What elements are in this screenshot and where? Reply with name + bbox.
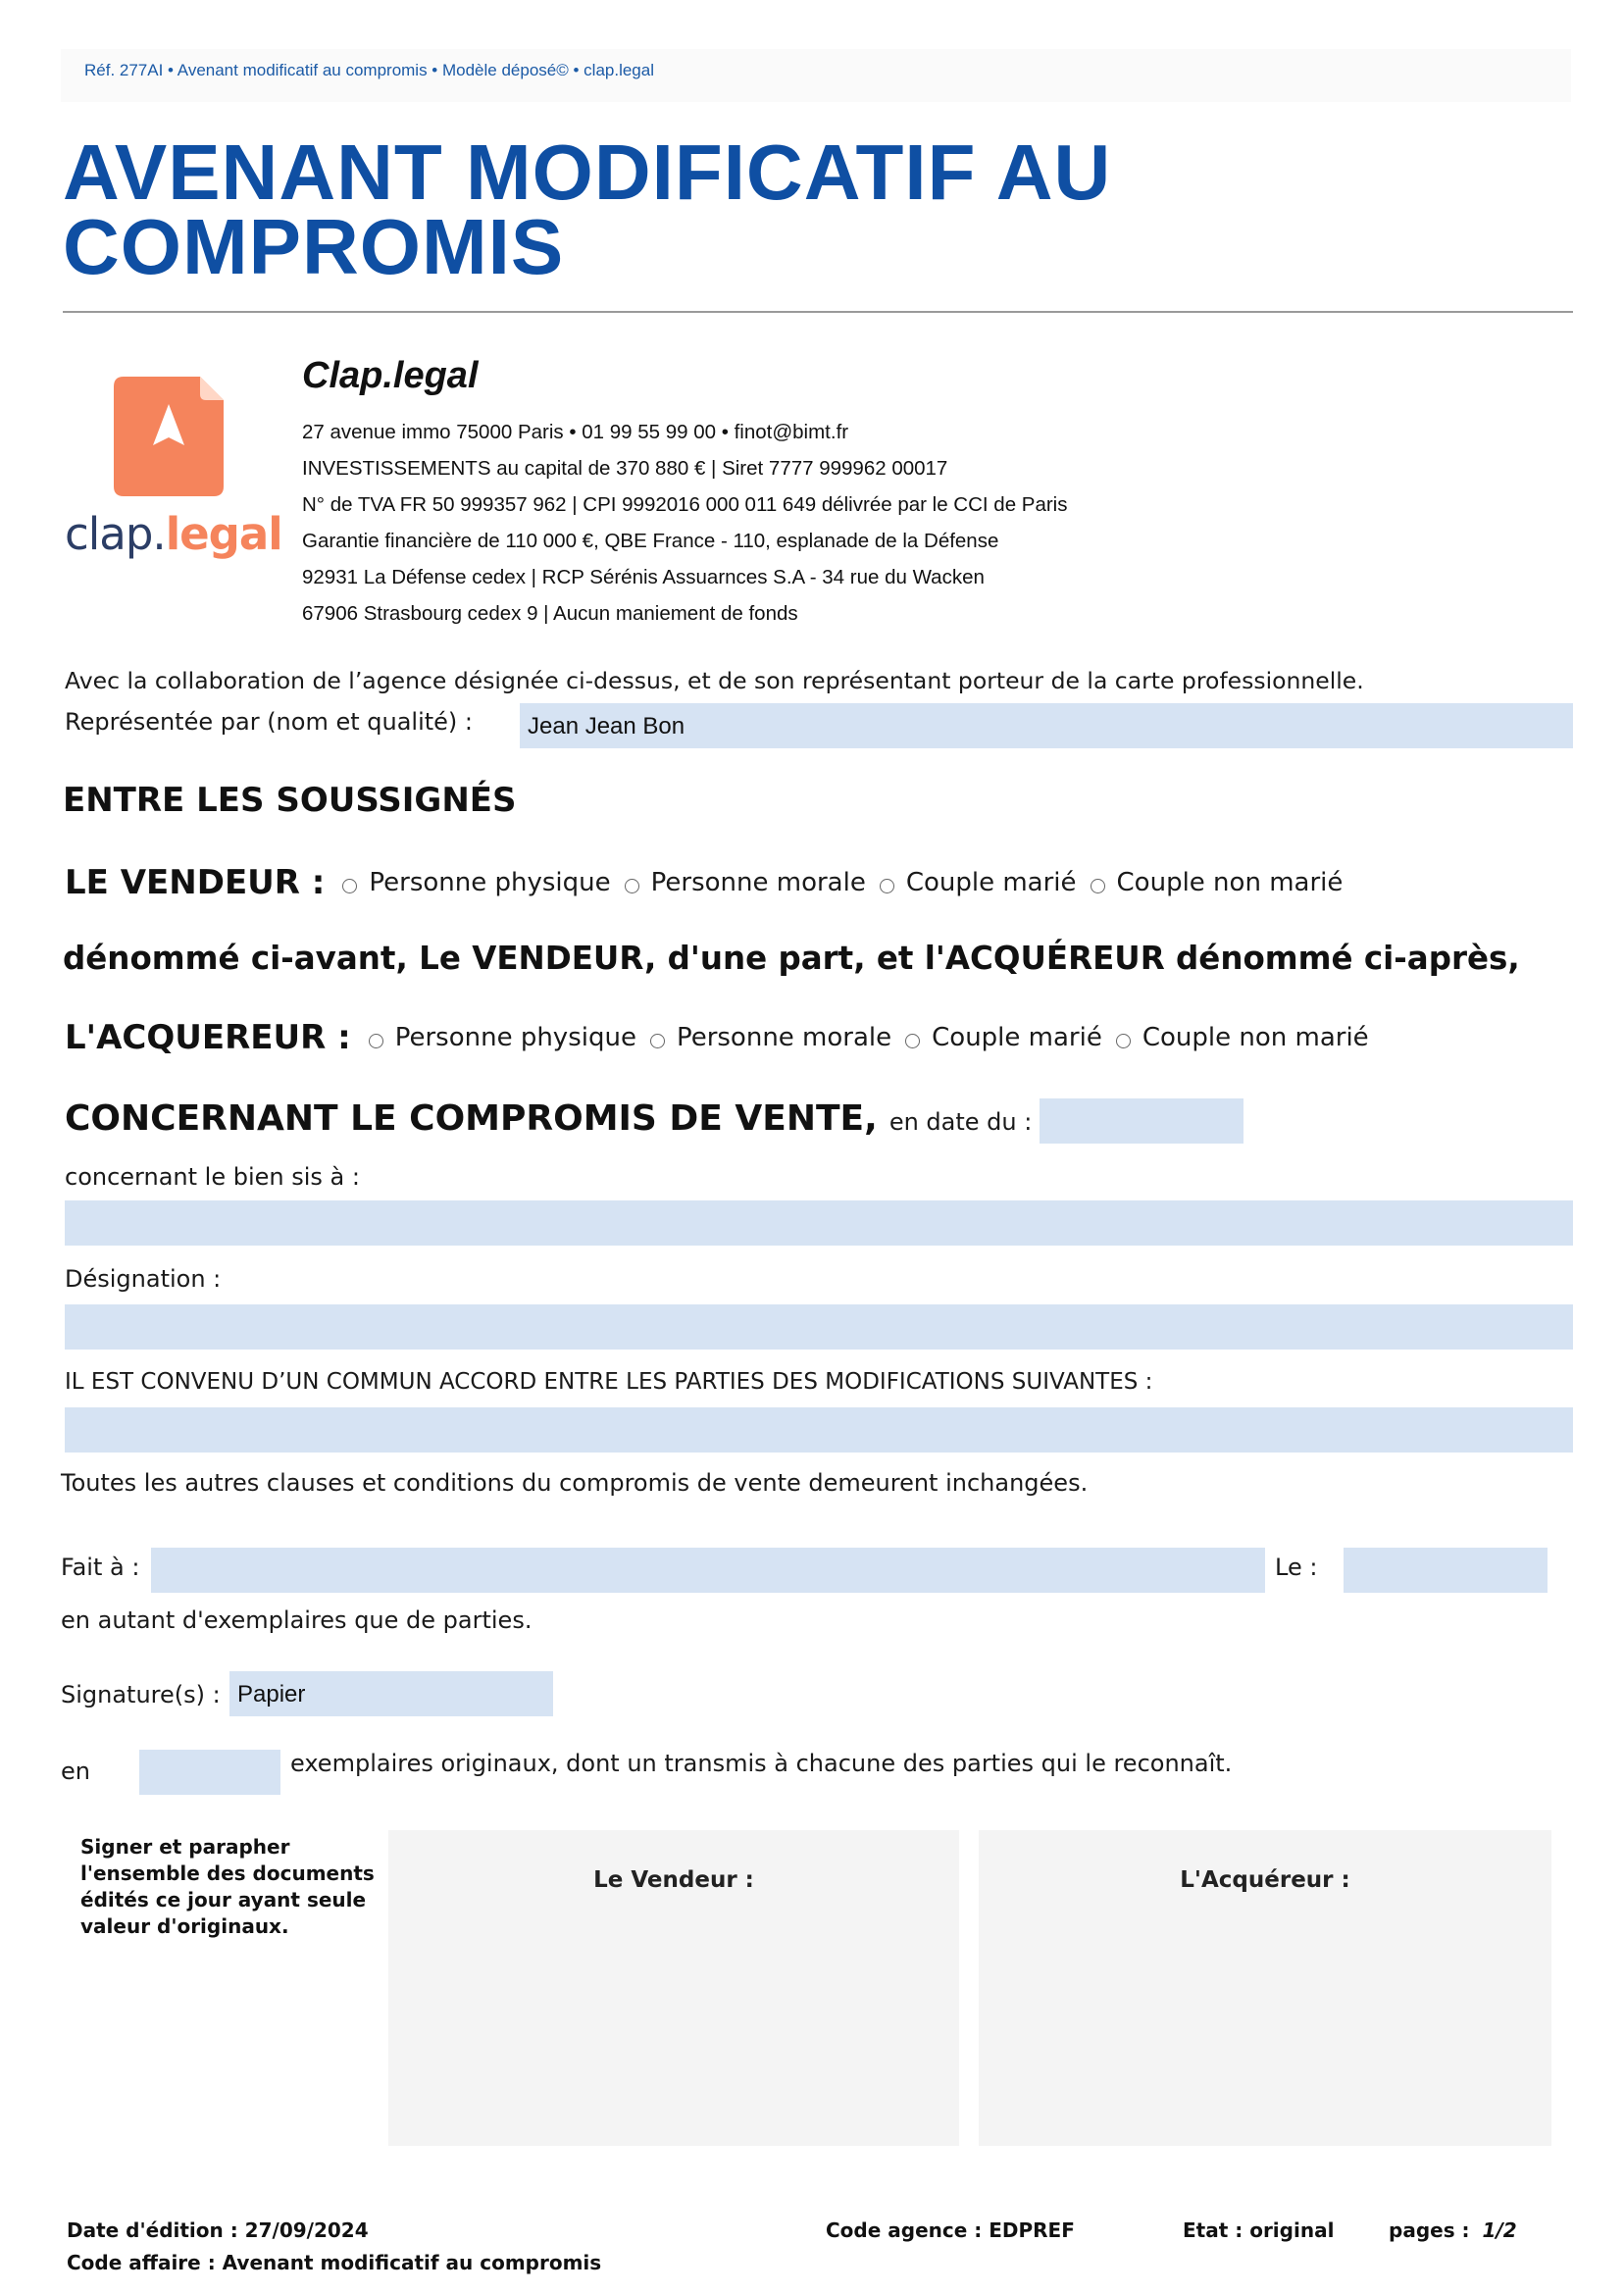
en-label: en (61, 1758, 90, 1785)
agency-line: N° de TVA FR 50 999357 962 | CPI 9992016 000 011 649 délivrée par le CCI de Paris (302, 493, 1068, 516)
parties-middle-text: dénommé ci-avant, Le VENDEUR, d'une part, et l'ACQUÉREUR dénommé ci-après, (63, 940, 1520, 977)
seller-label: LE VENDEUR : (65, 863, 326, 902)
property-field[interactable] (65, 1200, 1573, 1246)
represented-field[interactable] (520, 703, 1573, 748)
agency-details (302, 414, 1068, 632)
agreement-field[interactable] (65, 1407, 1573, 1453)
option-label: Personne physique (369, 868, 611, 897)
option-label: Couple non marié (1142, 1023, 1369, 1052)
unchanged-clauses-text: Toutes les autres clauses et conditions du compromis de vente demeurent inchangées. (61, 1469, 1089, 1497)
date-label: Le : (1275, 1554, 1318, 1581)
reference-text: Réf. 277AI • Avenant modificatif au compromis • Modèle déposé© • clap.legal (84, 61, 654, 79)
pages-value: 1/2 (1482, 2218, 1517, 2242)
buyer-radio-physique[interactable] (369, 1034, 383, 1048)
seller-type-row (65, 863, 1343, 902)
reference-banner (61, 49, 1571, 102)
agreement-label: IL EST CONVENU D’UN COMMUN ACCORD ENTRE LES PARTIES DES MODIFICATIONS SUIVANTES : (65, 1369, 1153, 1395)
buyer-label: L'ACQUEREUR : (65, 1018, 351, 1057)
place-field[interactable] (151, 1548, 1265, 1593)
option-label: Couple non marié (1116, 868, 1344, 897)
agency-logo (65, 369, 282, 575)
represented-label: Représentée par (nom et qualité) : (65, 708, 474, 736)
signature-field[interactable] (229, 1671, 553, 1716)
designation-field[interactable] (65, 1304, 1573, 1350)
seller-radio-physique[interactable] (342, 879, 357, 893)
parties-heading: ENTRE LES SOUSSIGNÉS (63, 781, 517, 820)
seller-radio-morale[interactable] (625, 879, 639, 893)
seller-signature-label: Le Vendeur : (593, 1867, 754, 1893)
signature-label: Signature(s) : (61, 1681, 221, 1708)
collaboration-text: Avec la collaboration de l’agence désignée ci-dessus, et de son représentant porteur de la carte professionnelle. (65, 667, 1364, 694)
buyer-radio-couple-marie[interactable] (905, 1034, 920, 1048)
pages-indicator (1389, 2218, 1517, 2242)
compromis-date-field[interactable] (1040, 1098, 1243, 1144)
agency-line: 27 avenue immo 75000 Paris • 01 99 55 99 00 • finot@bimt.fr (302, 421, 849, 443)
buyer-type-row (65, 1018, 1369, 1057)
option-label: Personne morale (650, 868, 866, 897)
seller-signature-box[interactable] (388, 1830, 959, 2146)
agency-line: 67906 Strasbourg cedex 9 | Aucun maniement de fonds (302, 602, 798, 625)
date-field[interactable] (1344, 1548, 1548, 1593)
document-title (63, 128, 1112, 290)
copies-text: en autant d'exemplaires que de parties. (61, 1606, 533, 1634)
place-label: Fait à : (61, 1554, 140, 1581)
compromis-heading-row (65, 1098, 1032, 1139)
designation-label: Désignation : (65, 1265, 222, 1293)
title-divider (63, 311, 1573, 313)
agency-name: Clap.legal (302, 355, 479, 396)
logo-wordmark: clap.legal (65, 508, 282, 560)
pages-label: pages : (1389, 2218, 1470, 2242)
title-line-1: AVENANT MODIFICATIF AU (63, 128, 1112, 216)
option-label: Personne physique (394, 1023, 636, 1052)
agency-line: 92931 La Défense cedex | RCP Sérénis Assuarnces S.A - 34 rue du Wacken (302, 566, 985, 588)
case-code: Code affaire : Avenant modificatif au compromis (67, 2251, 602, 2274)
buyer-signature-label: L'Acquéreur : (1180, 1867, 1350, 1893)
buyer-signature-box[interactable] (979, 1830, 1551, 2146)
copies-count-field[interactable] (139, 1750, 280, 1795)
agency-line: INVESTISSEMENTS au capital de 370 880 € | Siret 7777 999962 00017 (302, 457, 948, 480)
originals-text: exemplaires originaux, dont un transmis à chacune des parties qui le reconnaît. (290, 1750, 1233, 1777)
option-label: Couple marié (905, 868, 1077, 897)
property-label: concernant le bien sis à : (65, 1163, 360, 1191)
title-line-2: COMPROMIS (63, 203, 565, 290)
seller-radio-couple-non-marie[interactable] (1091, 879, 1105, 893)
buyer-radio-couple-non-marie[interactable] (1116, 1034, 1131, 1048)
option-label: Personne morale (676, 1023, 892, 1052)
compromis-heading: CONCERNANT LE COMPROMIS DE VENTE, (65, 1098, 878, 1139)
agency-code: Code agence : EDPREF (826, 2218, 1075, 2242)
agency-line: Garantie financière de 110 000 €, QBE France - 110, esplanade de la Défense (302, 530, 999, 552)
represented-value: Jean Jean Bon (528, 713, 685, 739)
signature-value: Papier (237, 1681, 306, 1708)
compromis-date-label: en date du : (888, 1108, 1033, 1136)
option-label: Couple marié (932, 1023, 1102, 1052)
seller-radio-couple-marie[interactable] (880, 879, 894, 893)
sign-note: Signer et parapher l'ensemble des documents édités ce jour ayant seule valeur d'originaux. (80, 1835, 375, 1938)
document-state: Etat : original (1183, 2218, 1335, 2242)
edition-date: Date d'édition : 27/09/2024 (67, 2218, 369, 2242)
buyer-radio-morale[interactable] (650, 1034, 665, 1048)
